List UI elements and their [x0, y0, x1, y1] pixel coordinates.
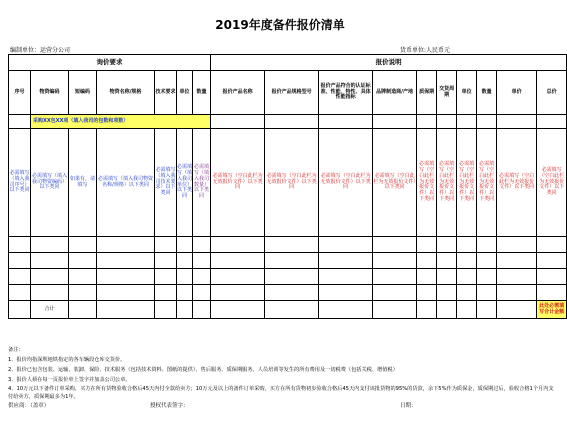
header-certification: 报价产品符合的认证标准、性能、特性、具体性能指标 [319, 71, 373, 115]
header-unit: 单位 [177, 71, 193, 115]
notes-section [8, 345, 556, 401]
table-row [9, 253, 567, 269]
header-short-code: 短编码 [69, 71, 97, 115]
table-row [9, 285, 567, 301]
signature-date: 日期： [400, 403, 417, 409]
section-inquiry: 询价要求 [9, 55, 211, 71]
header-qty: 数量 [193, 71, 211, 115]
header-warranty: 质保期 [417, 71, 437, 115]
total-row [9, 301, 567, 319]
fill-quote-qty[interactable]: 必需填写（空白此栏为无效报价文件）以下类同 [477, 129, 497, 237]
fill-price-unit[interactable]: 必需填写（空白此栏为无效报价文件）以下类同 [457, 129, 477, 237]
note-item-1: 1、报价均指深圳地铁指定的各车辆段仓库交货价。 [8, 357, 126, 363]
header-quote-name: 报价产品名称 [211, 71, 265, 115]
fill-qty[interactable]: 必需填写（填入我司数量）以下类同 [193, 129, 211, 237]
fill-quote-name[interactable]: 必需填写（空白此栏为无效报价文件）以下类同 [211, 129, 265, 237]
header-material-code: 物资编码 [31, 71, 69, 115]
fill-material-name[interactable]: 必需填写（填入我司物资名称/规格）以下类同 [97, 129, 155, 237]
fill-certification[interactable]: 必需填写（空白此栏为无效报价文件）以下类同 [319, 129, 373, 237]
notes-title: 备注： [8, 347, 24, 353]
fill-warranty[interactable]: 必需填写（空白此栏为无效报价文件）以下类同 [417, 129, 437, 237]
header-brand-origin: 品牌制造商/产地 [373, 71, 417, 115]
supplier-signature: 供应商：（盖章） [8, 403, 50, 409]
quote-table [8, 54, 567, 319]
fill-delivery[interactable]: 必需填写（空白此栏为无效报价文件）以下类同 [437, 129, 457, 237]
fill-seq[interactable]: 必需填写（填入我司序号）以下类同 [9, 129, 31, 237]
total-note[interactable]: 此处必需填写合计金额 [537, 301, 567, 319]
header-quote-spec: 报价产品规格型号 [265, 71, 319, 115]
section-header-row [9, 55, 567, 71]
fill-instruction-row [9, 129, 567, 237]
header-delivery: 交货周期 [437, 71, 457, 115]
fill-total-price[interactable]: 必需填写（空白此栏为无效报价文件）以下类同 [537, 129, 567, 237]
header-total-price: 总价 [537, 71, 567, 115]
fill-short-code[interactable]: 如果有，请填写 [69, 129, 97, 237]
note-item-4: 4、10万元以下备件订单采购，买方在所有货物验收合格后45天内付全款给卖方；10万元及以上的备件订单采购，买方在所有货物初步验收合格后45天内支付该批货物的95%的货款，余下5%作为质保金，质保期过后，验收合格1个月内支付给卖方，质保期最多为1年。 [8, 386, 554, 400]
package-label: 采购XX包XX项（填入我司的包数和项数） [31, 115, 211, 129]
fill-tech-req[interactable]: 必需填写（填入我司技术要求）以下类同 [155, 129, 177, 237]
currency-label: 货币单位:人民币元 [400, 47, 451, 54]
fill-material-code[interactable]: 必需填写（填入我司物资编码）以下类同 [31, 129, 69, 237]
table-row [9, 269, 567, 285]
section-quote: 报价说明 [211, 55, 567, 71]
header-quote-qty: 数量 [477, 71, 497, 115]
fill-quote-spec[interactable]: 必需填写（空白此栏为无效报价文件）以下类同 [265, 129, 319, 237]
fill-unit[interactable]: 必需填写（填入我司单位）以下类同 [177, 129, 193, 237]
header-tech-req: 技术要求 [155, 71, 177, 115]
total-label: 合计 [31, 301, 69, 319]
fill-unit-price[interactable]: 必需填写（空白此栏为无效报价文件）以下类同 [497, 129, 537, 237]
header-material-name: 物资名称/规格 [97, 71, 155, 115]
representative-signature: 授权代表签字： [150, 403, 189, 409]
org-label: 编制单位：运营分公司 [10, 47, 71, 54]
note-item-3: 3、报价人须在每一页报价单上签字并加盖公司公章。 [8, 377, 131, 383]
header-price-unit: 单位 [457, 71, 477, 115]
page-title: 2019年度备件报价清单 [215, 18, 345, 32]
header-unit-price: 单价 [497, 71, 537, 115]
package-row [9, 115, 567, 129]
note-item-2: 2、报价已包含包装、运输、装卸、保险、技术服务（包括技术资料、图纸的提供）、售后服务、质保期服务、人员培训等发生的所有费用及一切税费（包括关税、增值税） [8, 367, 398, 373]
header-seq: 序号 [9, 71, 31, 115]
table-row [9, 237, 567, 253]
fill-brand-origin[interactable]: 必需填写（空白此栏为无效报价文件）以下类同 [373, 129, 417, 237]
column-header-row [9, 71, 567, 115]
